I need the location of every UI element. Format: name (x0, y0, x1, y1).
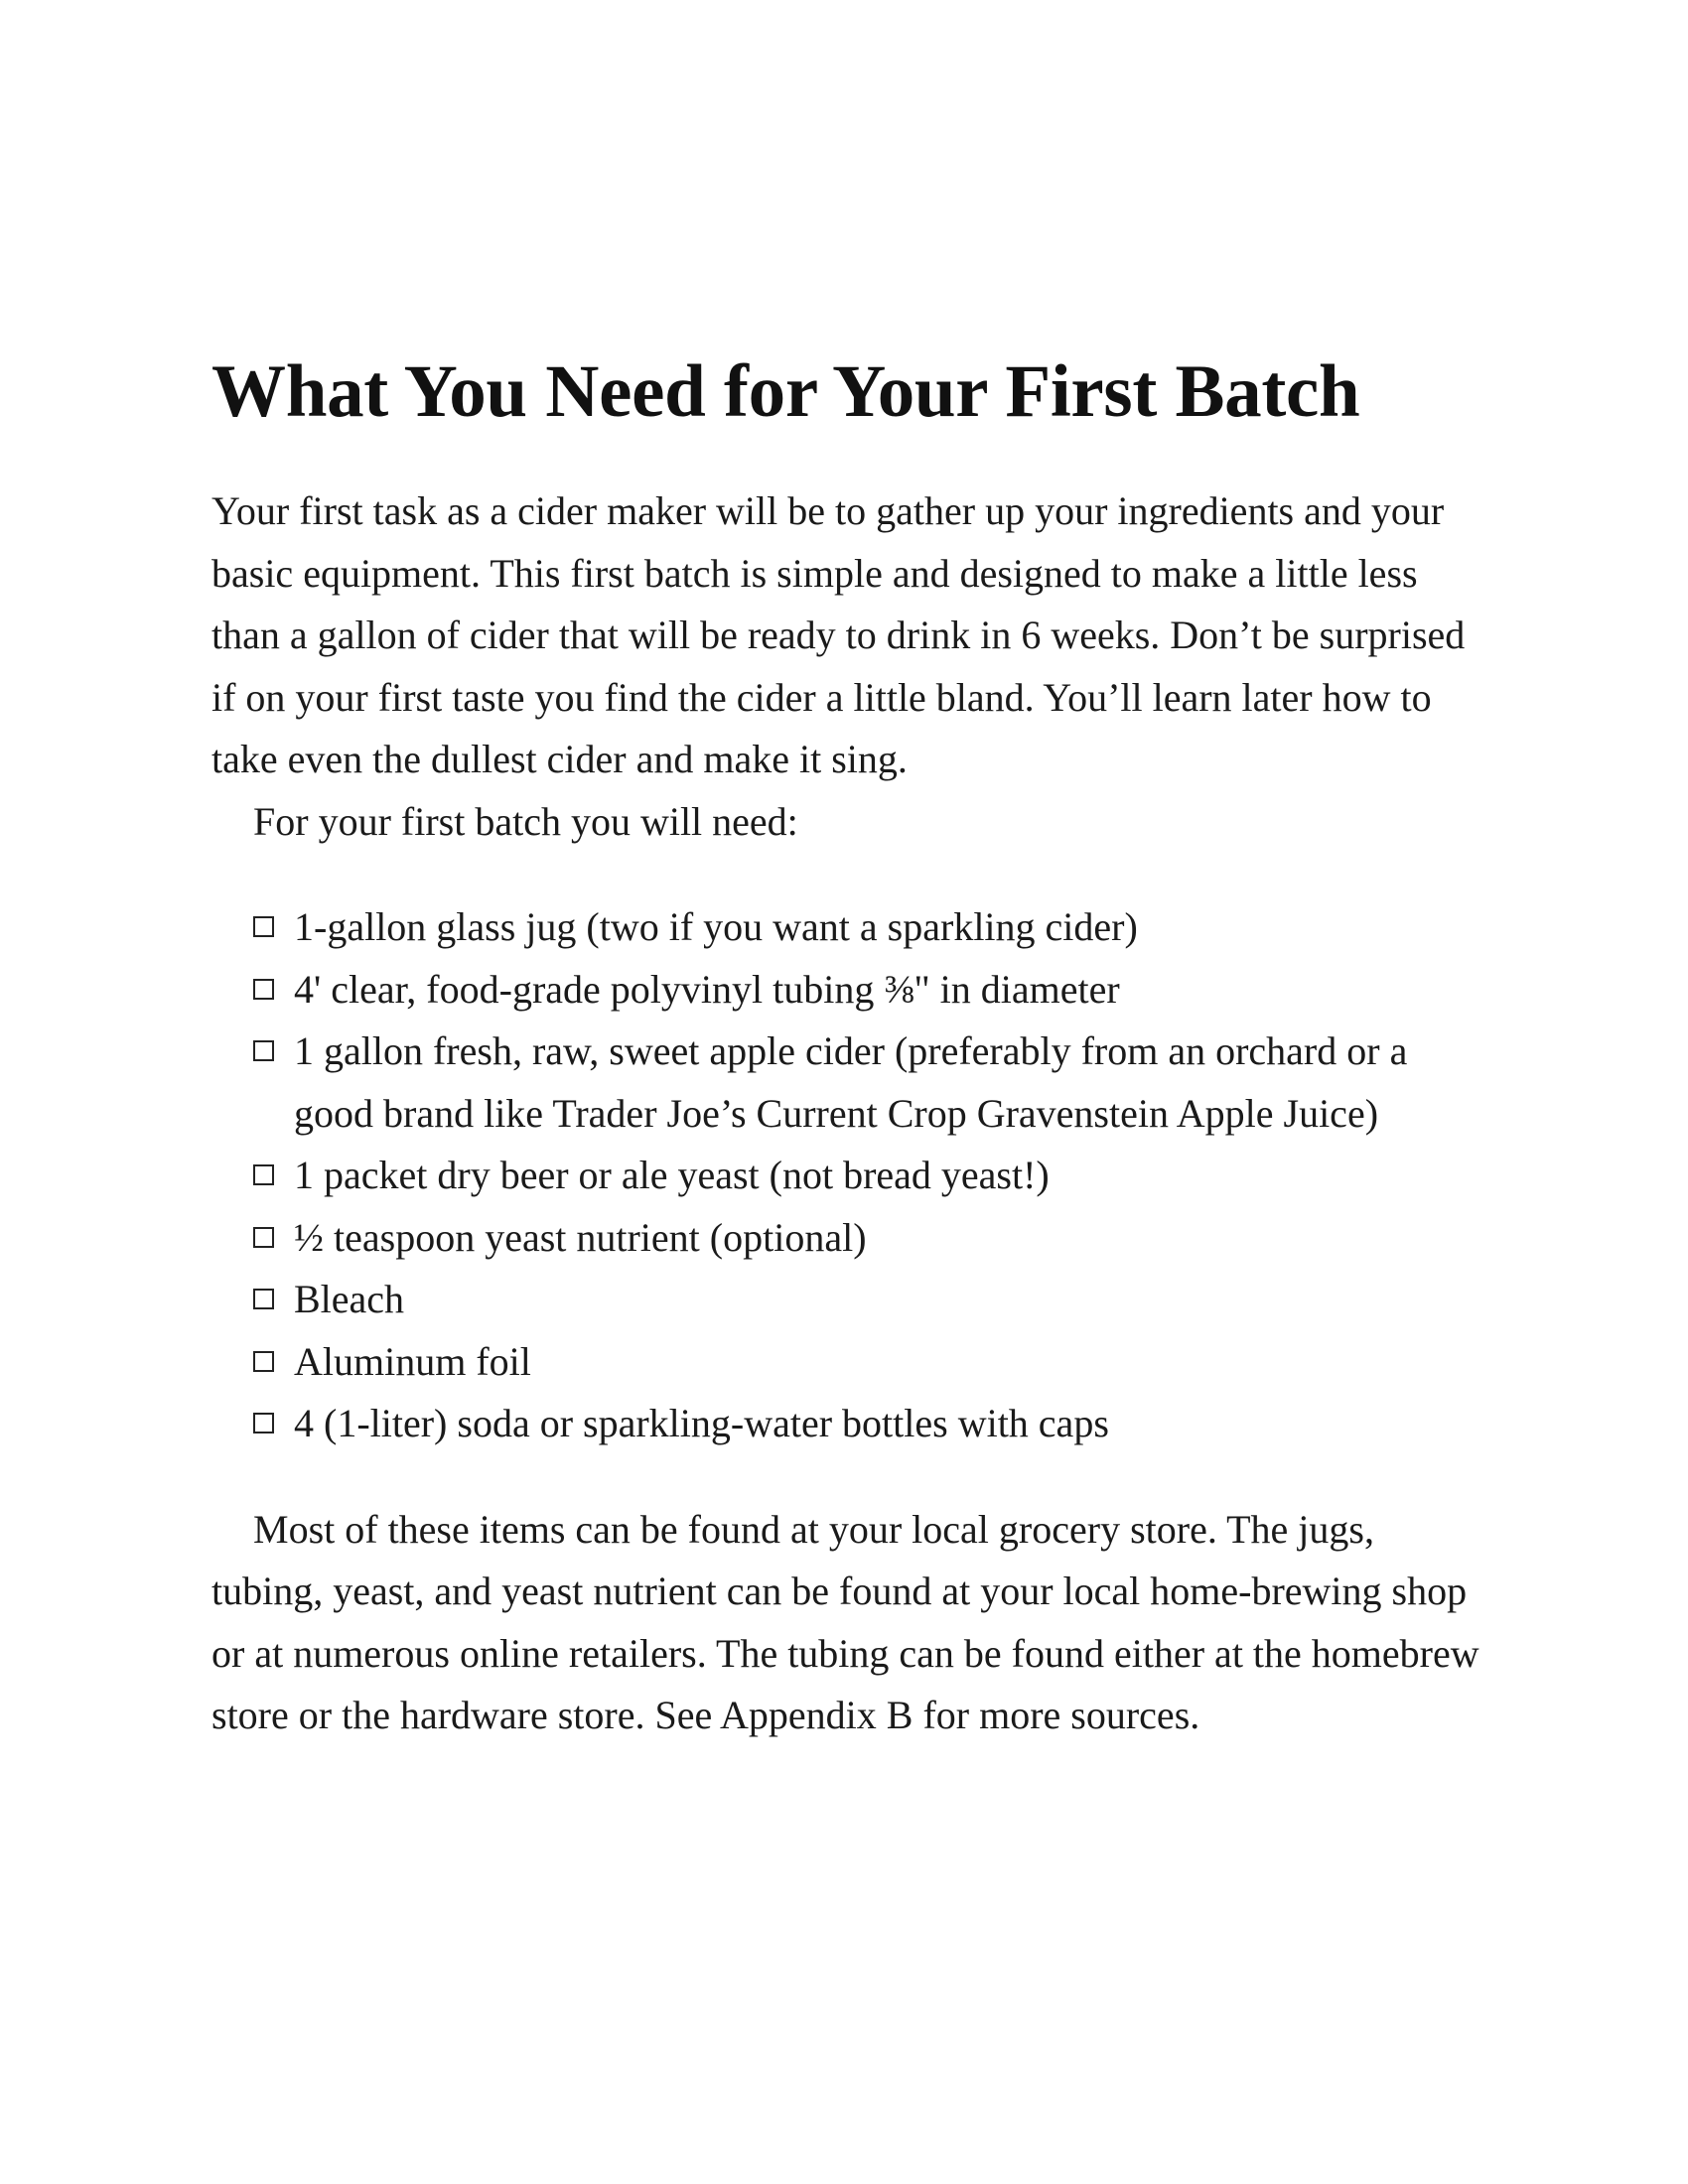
intro-paragraph: Your first task as a cider maker will be to gather up your ingredients and your basic equipment. This first batch is simple and designed to make a little less than a gallon of cider that will be ready to drink in 6 weeks. Don’t be surprised if on your first taste you find the cider a little bland. You’ll learn later how to take even the dullest cider and make it sing. (211, 488, 1466, 781)
checklist-item (253, 1393, 1492, 1455)
checkbox-icon (253, 1227, 274, 1248)
checklist-item (253, 1207, 1492, 1270)
checklist-item (253, 1021, 1492, 1145)
page-content (211, 347, 1492, 1747)
checklist-item-label: 4 (1-liter) soda or sparkling-water bottles with caps (294, 1401, 1109, 1445)
checklist-item (253, 959, 1492, 1022)
closing-paragraph: Most of these items can be found at your local grocery store. The jugs, tubing, yeast, and yeast nutrient can be found at your local home-brewing shop or at numerous online retailers. The tubing can be found either at the homebrew store or the hardware store. See Appendix B for more sources. (211, 1506, 1479, 1737)
checklist-item-label: 1-gallon glass jug (two if you want a sparkling cider) (294, 904, 1138, 949)
checkbox-icon (253, 1164, 274, 1185)
page-title: What You Need for Your First Batch (211, 350, 1360, 433)
checklist-item (253, 1269, 1492, 1331)
checkbox-icon (253, 979, 274, 1000)
list-intro: For your first batch you will need: (253, 798, 798, 844)
checkbox-icon (253, 1413, 274, 1433)
checklist-item-label: 1 gallon fresh, raw, sweet apple cider (preferably from an orchard or a good brand like Trader Joe’s Current Crop Gravenstein Apple Juice) (294, 1028, 1408, 1136)
checkbox-icon (253, 1289, 274, 1309)
checklist-item (253, 1145, 1492, 1207)
checklist-item-label: Aluminum foil (294, 1338, 531, 1384)
checklist-item-label: 4' clear, food-grade polyvinyl tubing ⅜" in diameter (294, 966, 1120, 1012)
checklist-item-label: ½ teaspoon yeast nutrient (optional) (294, 1214, 867, 1260)
equipment-checklist (211, 896, 1492, 1455)
checkbox-icon (253, 1040, 274, 1061)
checkbox-icon (253, 1351, 274, 1372)
checkbox-icon (253, 916, 274, 937)
checklist-item-label: Bleach (294, 1277, 405, 1321)
checklist-item (253, 1331, 1492, 1394)
checklist-item (253, 896, 1492, 959)
checklist-item-label: 1 packet dry beer or ale yeast (not bread yeast!) (294, 1153, 1050, 1197)
